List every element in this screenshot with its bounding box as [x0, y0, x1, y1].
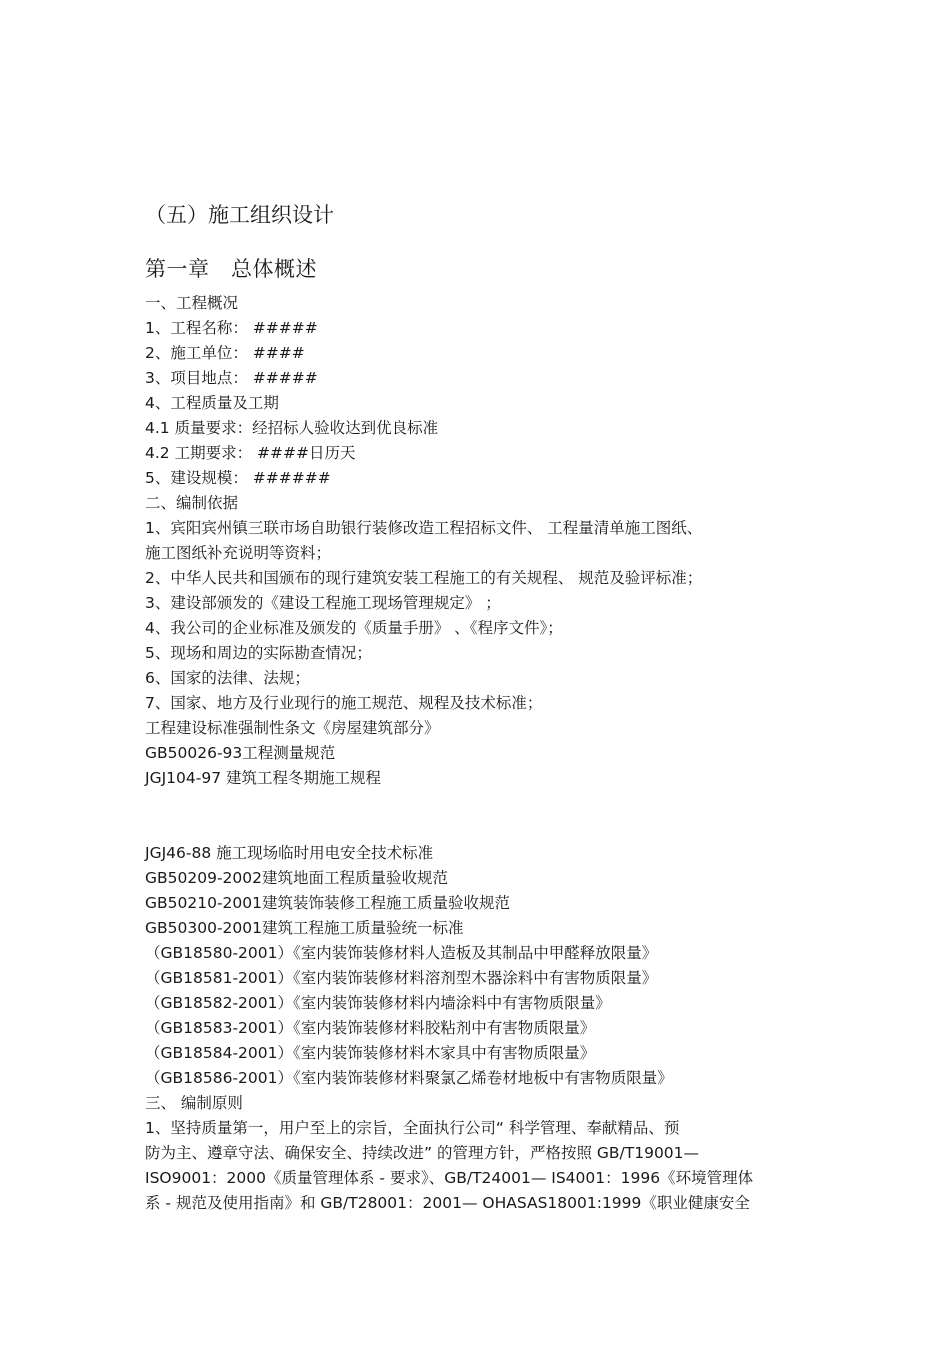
text-line: 2、施工单位： #### [145, 344, 305, 362]
text-line: 二、编制依据 [145, 494, 239, 512]
text-line: （GB18583-2001）《室内装饰装修材料胶粘剂中有害物质限量》 [145, 1019, 596, 1037]
text-line: 3、项目地点： ##### [145, 369, 318, 387]
text-line: （GB18582-2001）《室内装饰装修材料内墙涂料中有害物质限量》 [145, 994, 611, 1012]
text-line: 4、工程质量及工期 [145, 394, 279, 412]
text-line: 三、 编制原则 [145, 1094, 243, 1112]
text-line: 防为主、遵章守法、确保安全、持续改进” 的管理方针，严格按照 GB/T19001— [145, 1144, 700, 1162]
text-line: GB50026-93工程测量规范 [145, 744, 336, 762]
document-title: （五）施工组织设计 [145, 203, 334, 227]
body-section-lower [145, 841, 810, 1216]
text-line: 6、国家的法律、法规； [145, 669, 310, 687]
text-line: 1、坚持质量第一，用户至上的宗旨，全面执行公司“ 科学管理、奉献精品、预 [145, 1119, 680, 1137]
text-line: 3、建设部颁发的《建设工程施工现场管理规定》 ； [145, 594, 501, 612]
text-line: 工程建设标准强制性条文《房屋建筑部分》 [145, 719, 440, 737]
text-line: 5、现场和周边的实际勘查情况； [145, 644, 372, 662]
text-line: 1、工程名称： ##### [145, 319, 318, 337]
text-line: 4.2 工期要求： ####日历天 [145, 444, 356, 462]
text-line: 1、宾阳宾州镇三联市场自助银行装修改造工程招标文件、 工程量清单施工图纸、 [145, 519, 703, 537]
text-line: JGJ104-97 建筑工程冬期施工规程 [145, 769, 381, 787]
text-line: 施工图纸补充说明等资料； [145, 544, 332, 562]
text-line: 4.1 质量要求：经招标人验收达到优良标准 [145, 419, 439, 437]
text-line: GB50300-2001建筑工程施工质量验统一标准 [145, 919, 464, 937]
text-line: 7、国家、地方及行业现行的施工规范、规程及技术标准； [145, 694, 543, 712]
text-line: （GB18586-2001）《室内装饰装修材料聚氯乙烯卷材地板中有害物质限量》 [145, 1069, 673, 1087]
text-line: JGJ46-88 施工现场临时用电安全技术标准 [145, 844, 434, 862]
text-line: 4、我公司的企业标准及颁发的《质量手册》 、《程序文件》； [145, 619, 563, 637]
text-line: 5、建设规模： ###### [145, 469, 331, 487]
chapter-title: 第一章 总体概述 [145, 257, 317, 281]
text-line: 系 - 规范及使用指南》和 GB/T28001：2001— OHASAS18001:1999《职业健康安全 [145, 1194, 750, 1212]
text-line: 一、工程概况 [145, 294, 239, 312]
text-line: GB50209-2002建筑地面工程质量验收规范 [145, 869, 448, 887]
body-section-upper [145, 291, 810, 791]
text-line: （GB18584-2001）《室内装饰装修材料木家具中有害物质限量》 [145, 1044, 596, 1062]
text-line: （GB18581-2001）《室内装饰装修材料溶剂型木器涂料中有害物质限量》 [145, 969, 658, 987]
text-line: ISO9001：2000《质量管理体系 - 要求》、GB/T24001— IS4001：1996《环境管理体 [145, 1169, 754, 1187]
text-line: 2、中华人民共和国颁布的现行建筑安装工程施工的有关规程、 规范及验评标准； [145, 569, 703, 587]
text-line: GB50210-2001建筑装饰装修工程施工质量验收规范 [145, 894, 510, 912]
text-line: （GB18580-2001）《室内装饰装修材料人造板及其制品中甲醛释放限量》 [145, 944, 658, 962]
